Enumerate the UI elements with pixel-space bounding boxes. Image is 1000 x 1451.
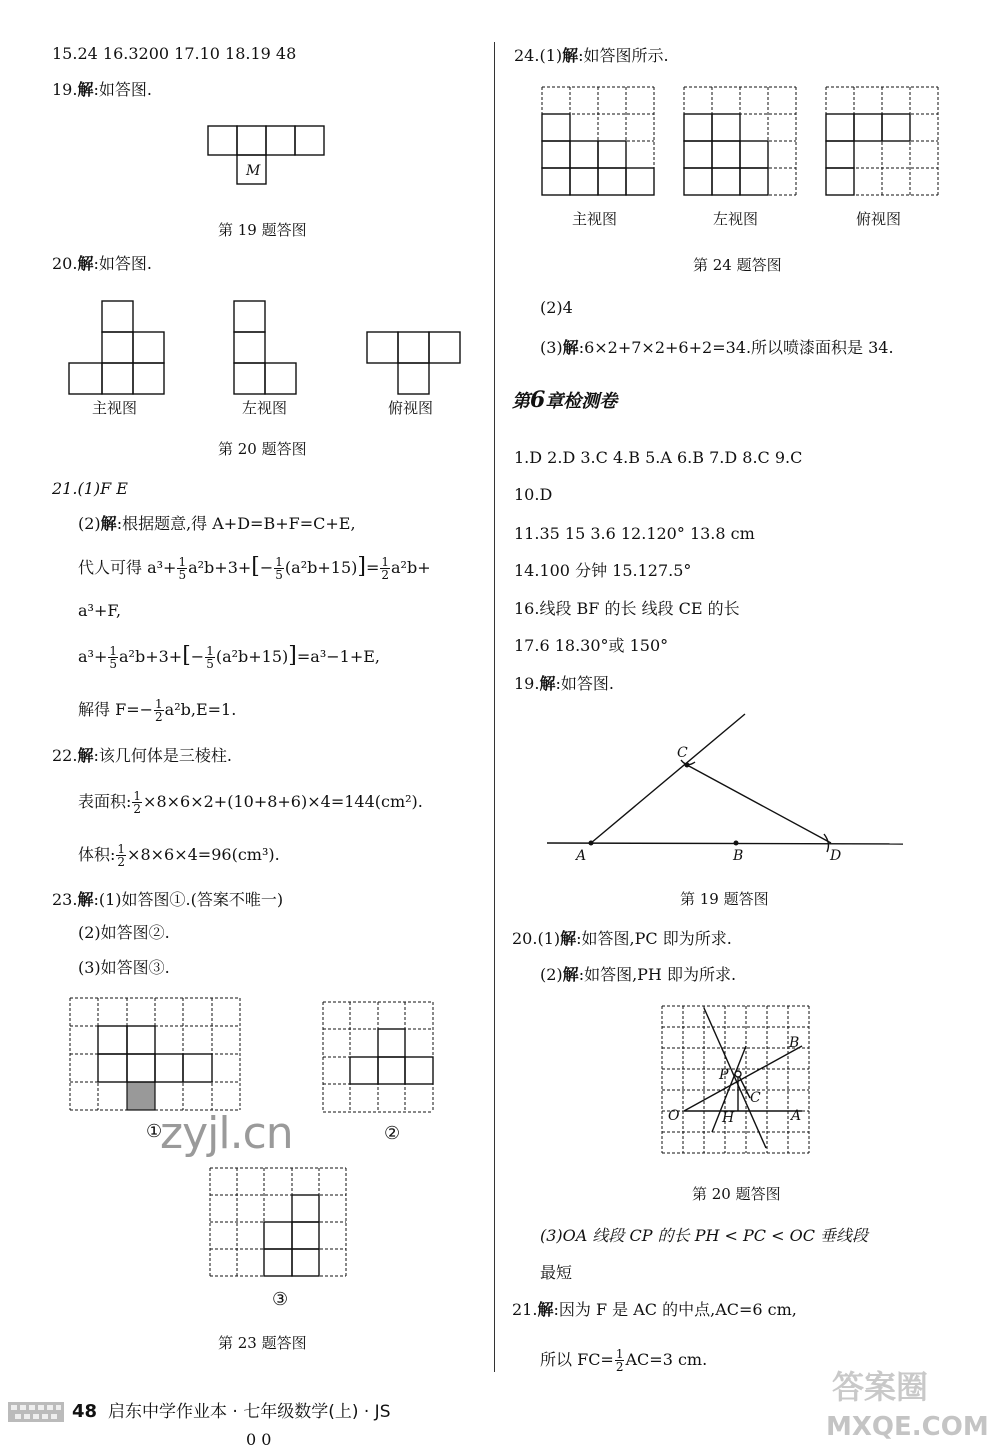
footer-book-title: 启东中学作业本 · 七年级数学(上) · JS [108,1402,391,1422]
q24-part1: 24.(1)解:如答图所示. [514,46,669,65]
q21-equation-1-cont: a³+F, [78,601,122,620]
q20-point-p: P [719,1067,729,1083]
q19-point-a: A [576,848,587,864]
q20-r-part3: (3)OA 线段 CP 的长 PH < PC < OC 垂线段 [540,1226,869,1245]
q20-r-part1: 20.(1)解:如答图,PC 即为所求. [512,929,732,948]
q19-construction-figure [545,712,905,862]
answers-14-15: 14.100 分钟 15.127.5° [514,561,692,580]
answers-17-18: 17.6 18.30°或 150° [514,636,669,655]
q20-r-part3-cont: 最短 [540,1263,573,1282]
watermark-zyjl: zyjl.cn [160,1108,293,1159]
q19-r-caption: 第 19 题答图 [680,890,769,908]
q21-result: 解得 F=− $\frac{1}{2}$ a²b,E=1. [78,697,237,724]
watermark-daan: 答案圈 [832,1368,929,1406]
q22-heading: 22.解:该几何体是三棱柱. [52,746,232,765]
footer-decoration-icon [8,1402,64,1422]
q24-side-view-grid [684,87,800,199]
q20-point-b: B [789,1035,800,1051]
footer-bottom-mark: 0 0 [246,1430,272,1449]
q22-surface-area: 表面积: $\frac{1}{2}$ ×8×6×2+(10+8+6)×4=144(cm²). [78,789,423,816]
q23-part2: (2)如答图②. [78,923,170,942]
q23-grid-2 [323,1002,435,1116]
q22-volume: 体积: $\frac{1}{2}$ ×8×6×4=96(cm³). [78,842,280,869]
q20-point-h: H [722,1110,735,1126]
q20-front-label: 主视图 [92,399,138,417]
chapter-6-heading: 第6章检测卷 [512,387,618,413]
q19-r-heading: 19.解:如答图. [514,674,614,693]
q19-point-d: D [830,848,842,864]
q19-heading: 19.解:如答图. [52,80,152,99]
q24-part2: (2)4 [540,298,573,317]
q20-point-c: C [750,1090,761,1106]
q23-grid-3 [210,1168,350,1286]
q20-point-o: O [668,1108,680,1124]
q24-top-label: 俯视图 [856,210,902,228]
q19-label-m: M [246,163,261,179]
answer-16: 16.线段 BF 的长 线段 CE 的长 [514,599,740,618]
footer-page-number: 48 [72,1401,98,1422]
q23-grid-1 [70,998,242,1113]
answers-1-9: 1.D 2.D 3.C 4.B 5.A 6.B 7.D 8.C 9.C [514,448,803,467]
q23-caption: 第 23 题答图 [218,1334,307,1352]
q21-r-heading: 21.解:因为 F 是 AC 的中点,AC=6 cm, [512,1300,797,1319]
q20-caption: 第 20 题答图 [218,440,307,458]
q23-circle-2: ② [384,1123,401,1144]
q21-part2: (2)解:根据题意,得 A+D=B+F=C+E, [78,514,356,533]
answers-15-18: 15.24 16.3200 17.10 18.19 48 [52,44,297,63]
q21-equation-2: a³+ $\frac{1}{5}$ a²b+3+[− $\frac{1}{5}$ (a²b+15)]=a³−1+E, [78,643,380,671]
q24-side-label: 左视图 [713,210,759,228]
watermark-mxqe: MXQE.COM [826,1412,989,1442]
q24-caption: 第 24 题答图 [693,256,782,274]
q23-part1: 23.解:(1)如答图①.(答案不唯一) [52,890,284,909]
q19-point-c: C [677,745,688,761]
q24-part3: (3)解:6×2+7×2+6+2=34.所以喷漆面积是 34. [540,338,894,357]
q19-caption: 第 19 题答图 [218,221,307,239]
q19-point-b: B [733,848,744,864]
q20-r-part2: (2)解:如答图,PH 即为所求. [540,965,737,984]
q23-circle-1: ① [146,1121,163,1142]
q20-side-label: 左视图 [242,399,288,417]
q24-top-view-grid [826,87,942,199]
answers-11-13: 11.35 15 3.6 12.120° 13.8 cm [514,524,755,543]
q20-r-caption: 第 20 题答图 [692,1185,781,1203]
q20-top-label: 俯视图 [388,399,434,417]
q21-part1: 21.(1)F E [52,479,128,498]
q20-three-views [68,300,468,396]
q20-grid-figure [662,1006,812,1156]
q20-point-a: A [791,1108,802,1124]
q23-part3: (3)如答图③. [78,958,170,977]
q21-equation-1: 代人可得 a³+ $\frac{1}{5}$ a²b+3+[− $\frac{1}{5}$ (a²b+15)]= $\frac{1}{2}$ a²b+ [78,554,431,582]
q20-heading: 20.解:如答图. [52,254,152,273]
q21-r-result: 所以 FC= $\frac{1}{2}$ AC=3 cm. [540,1347,708,1374]
q23-circle-3: ③ [272,1289,289,1310]
answer-10: 10.D [514,485,553,504]
q24-front-view-grid [542,87,658,199]
q24-front-label: 主视图 [572,210,618,228]
q19-net-figure [207,125,327,187]
column-divider [494,42,495,1372]
